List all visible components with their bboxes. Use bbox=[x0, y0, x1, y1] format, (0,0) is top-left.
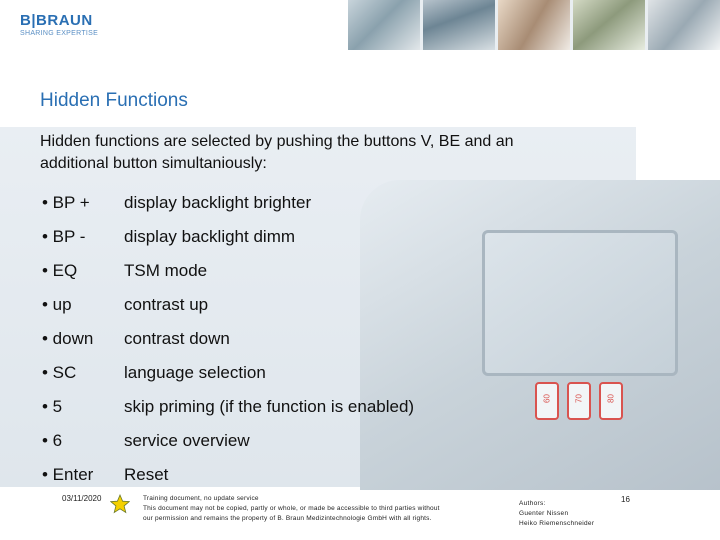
function-key: • 5 bbox=[42, 397, 63, 416]
logo-text: B|BRAUN bbox=[20, 12, 93, 29]
footer-authors bbox=[519, 499, 619, 529]
logo-tagline: SHARING EXPERTISE bbox=[20, 30, 99, 37]
author-name: Guenter Nissen bbox=[519, 510, 569, 517]
list-item bbox=[42, 288, 502, 322]
list-item bbox=[42, 458, 502, 492]
authors-label: Authors: bbox=[519, 500, 546, 507]
list-item bbox=[42, 322, 502, 356]
device-screen bbox=[482, 230, 678, 376]
device-button-label: 60 bbox=[542, 394, 552, 403]
device-buttons bbox=[535, 382, 623, 420]
list-item bbox=[42, 186, 502, 220]
list-item bbox=[42, 390, 502, 424]
function-description: display backlight brighter bbox=[124, 193, 312, 212]
function-description: service overview bbox=[124, 431, 250, 450]
intro-text: Hidden functions are selected by pushing the buttons V, BE and an additional button simultaniously: bbox=[40, 133, 514, 172]
function-key: • 6 bbox=[42, 431, 63, 450]
page-number: 16 bbox=[621, 495, 630, 504]
device-button-label: 70 bbox=[574, 394, 584, 403]
device-button bbox=[599, 382, 623, 420]
legal-line: Training document, no update service bbox=[143, 495, 259, 502]
star-icon bbox=[110, 494, 130, 514]
footer-legal-notice bbox=[143, 494, 493, 524]
braun-logo bbox=[20, 12, 98, 37]
function-key: • BP + bbox=[42, 193, 90, 212]
footer-date: 03/11/2020 bbox=[62, 494, 102, 503]
function-key: • BP - bbox=[42, 227, 86, 246]
author-name: Heiko Riemenschneider bbox=[519, 520, 595, 527]
function-description: display backlight dimm bbox=[124, 227, 296, 246]
function-key: • Enter bbox=[42, 465, 94, 484]
function-description: language selection bbox=[124, 363, 266, 382]
function-key: • EQ bbox=[42, 261, 78, 280]
device-button bbox=[567, 382, 591, 420]
function-key: • up bbox=[42, 295, 72, 314]
function-description: contrast up bbox=[124, 295, 209, 314]
function-key: • down bbox=[42, 329, 94, 348]
hidden-functions-list bbox=[42, 186, 502, 492]
list-item bbox=[42, 356, 502, 390]
function-description: TSM mode bbox=[124, 261, 208, 280]
header bbox=[0, 0, 720, 52]
slide-title: Hidden Functions bbox=[40, 90, 188, 111]
device-button-label: 80 bbox=[606, 394, 616, 403]
header-photo bbox=[573, 0, 645, 50]
function-description: skip priming (if the function is enabled) bbox=[124, 397, 415, 416]
header-photo bbox=[648, 0, 720, 50]
list-item bbox=[42, 220, 502, 254]
function-description: contrast down bbox=[124, 329, 230, 348]
device-button bbox=[535, 382, 559, 420]
legal-line: our permission and remains the property of B. Braun Medizintechnologie GmbH with all rights. bbox=[143, 515, 432, 522]
list-item bbox=[42, 424, 502, 458]
header-photo bbox=[498, 0, 570, 50]
list-item bbox=[42, 254, 502, 288]
legal-line: This document may not be copied, partly or whole, or made be accessible to third parties without bbox=[143, 505, 440, 512]
function-key: • SC bbox=[42, 363, 77, 382]
header-photo bbox=[348, 0, 420, 50]
header-photo bbox=[423, 0, 495, 50]
header-photo-strip bbox=[348, 0, 720, 50]
function-description: Reset bbox=[124, 465, 169, 484]
